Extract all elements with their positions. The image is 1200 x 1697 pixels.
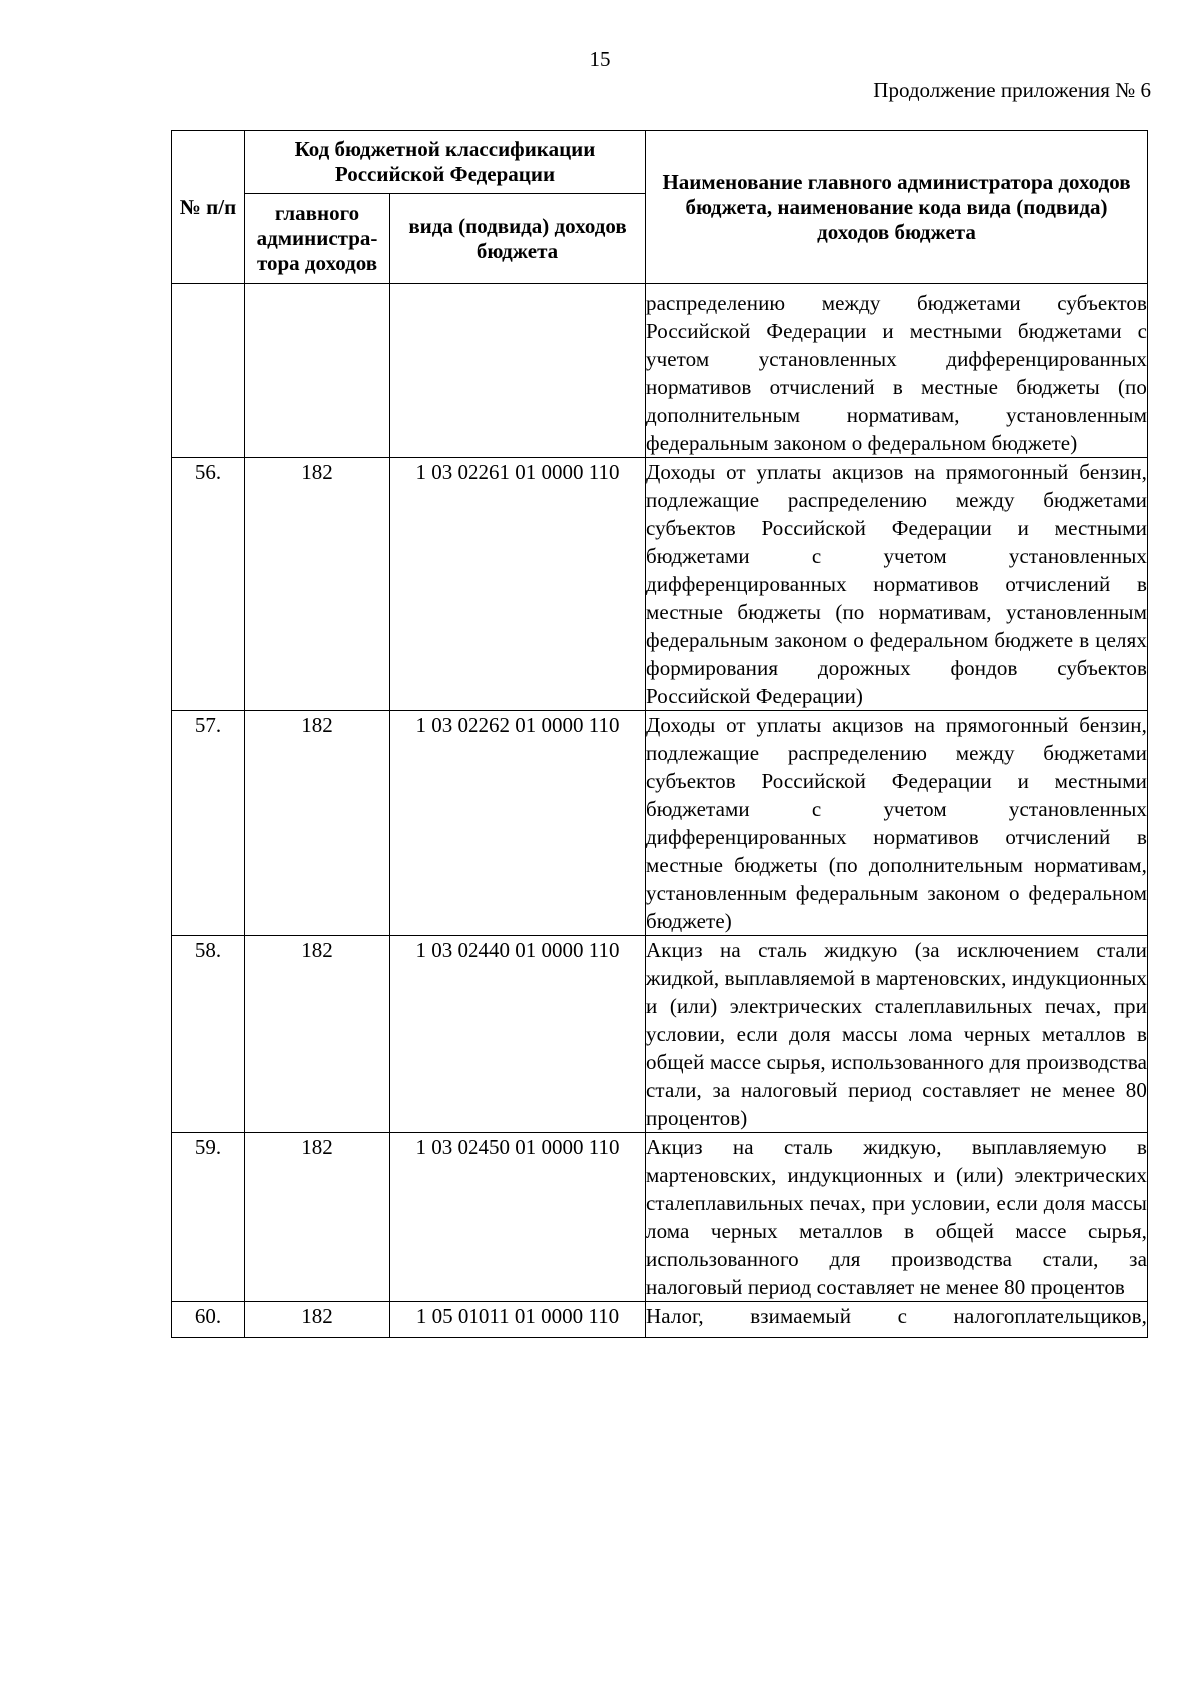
row-admin-code [245,284,390,458]
header-row-number: № п/п [172,131,245,284]
table-row [172,458,1148,711]
table-row [172,1133,1148,1302]
row-admin-code: 182 [245,1133,390,1302]
row-income-code: 1 03 02261 01 0000 110 [390,458,646,711]
row-admin-code: 182 [245,458,390,711]
table-row [172,284,1148,458]
row-description: Налог, взимаемый с налогоплательщиков, [646,1302,1148,1338]
row-number: 57. [172,711,245,936]
row-income-code: 1 05 01011 01 0000 110 [390,1302,646,1338]
header-admin-code: главного администра-тора доходов [245,194,390,284]
row-description: Доходы от уплаты акцизов на прямогонный бензин, подлежащие распределению между бюджетами субъектов Российской Федерации и местными бюджетами с учетом установленных дифференцированных нормативов отчислений в местные бюджеты (по нормативам, установленным федеральным законом о федеральном бюджете в целях формирования дорожных фондов субъектов Российской Федерации) [646,458,1148,711]
row-admin-code: 182 [245,936,390,1133]
row-description: Акциз на сталь жидкую (за исключением стали жидкой, выплавляемой в мартеновских, индукционных и (или) электрических сталеплавильных печах, при условии, если доля массы лома черных металлов в общей массе сырья, использованного для производства стали, за налоговый период составляет не менее 80 процентов) [646,936,1148,1133]
row-number: 56. [172,458,245,711]
table-row [172,936,1148,1133]
page-number: 15 [589,47,611,71]
row-income-code: 1 03 02440 01 0000 110 [390,936,646,1133]
header-kbk-group: Код бюджетной классификации Российской Федерации [245,131,646,194]
row-description: Акциз на сталь жидкую, выплавляемую в мартеновских, индукционных и (или) электрических сталеплавильных печах, при условии, если доля массы лома черных металлов в общей массе сырья, использованного для производства стали, за налоговый период составляет не менее 80 процентов [646,1133,1148,1302]
row-admin-code: 182 [245,711,390,936]
header-income-code: вида (подвида) доходов бюджета [390,194,646,284]
row-description: Доходы от уплаты акцизов на прямогонный бензин, подлежащие распределению между бюджетами субъектов Российской Федерации и местными бюджетами с учетом установленных дифференцированных нормативов отчислений в местные бюджеты (по дополнительным нормативам, установленным федеральным законом о федеральном бюджете) [646,711,1148,936]
row-number: 60. [172,1302,245,1338]
table-row [172,1302,1148,1338]
budget-classification-table [171,130,1148,1338]
row-number [172,284,245,458]
row-number: 58. [172,936,245,1133]
appendix-continuation-label: Продолжение приложения № 6 [873,78,1151,102]
row-description: распределению между бюджетами субъектов Российской Федерации и местными бюджетами с учетом установленных дифференцированных нормативов отчислений в местные бюджеты (по дополнительным нормативам, установленным федеральным законом о федеральном бюджете) [646,284,1148,458]
header-name: Наименование главного администратора доходов бюджета, наименование кода вида (подвида) доходов бюджета [646,131,1148,284]
row-income-code: 1 03 02262 01 0000 110 [390,711,646,936]
row-number: 59. [172,1133,245,1302]
row-income-code [390,284,646,458]
row-admin-code: 182 [245,1302,390,1338]
table-row [172,711,1148,936]
row-income-code: 1 03 02450 01 0000 110 [390,1133,646,1302]
